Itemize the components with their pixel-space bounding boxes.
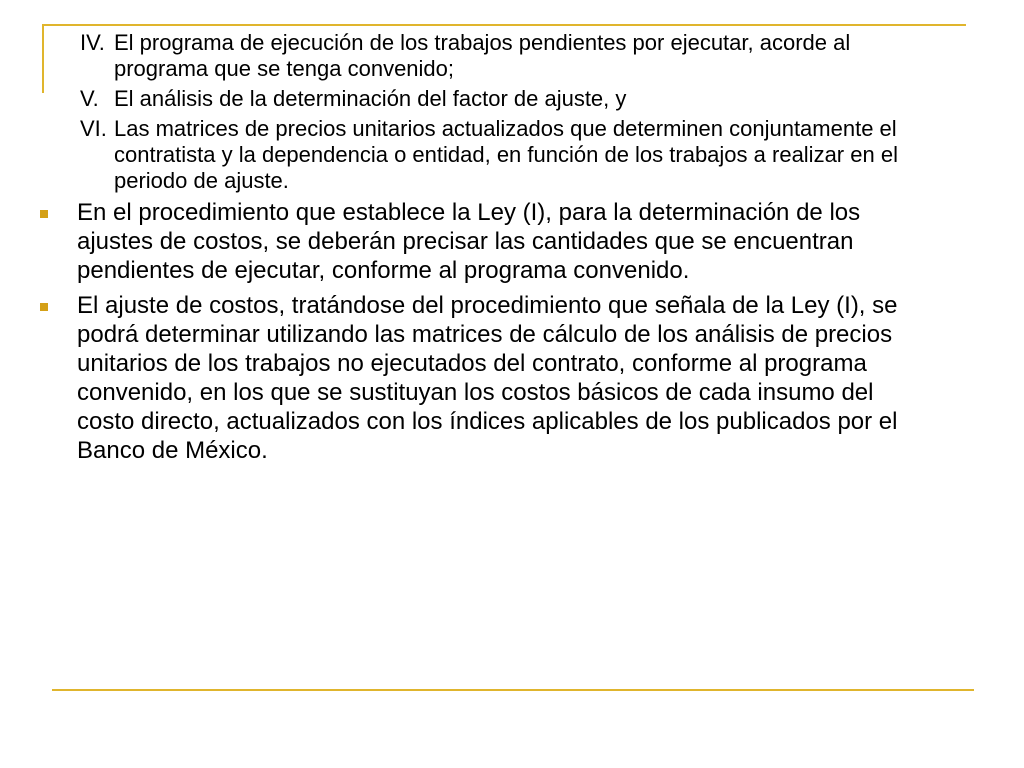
sub-list-number: V.: [80, 86, 99, 111]
top-accent-line: [42, 24, 966, 26]
bullet-text: En el procedimiento que establece la Ley (I), para la determinación de los ajustes de costos, se deberán precisar las cantidades que se encuentran pendientes de ejecutar, conforme al programa convenido.: [77, 199, 861, 284]
sub-list-item-iv: [40, 30, 940, 82]
square-bullet-icon: [40, 210, 48, 218]
bullet-item-procedimiento: [40, 198, 940, 285]
square-bullet-icon: [40, 303, 48, 311]
sub-list-number: VI.: [80, 116, 107, 141]
bullet-item-ajuste: [40, 291, 940, 465]
sub-list-item-vi: [40, 116, 940, 194]
sub-list-number: IV.: [80, 30, 105, 55]
sub-list-text: El programa de ejecución de los trabajos pendientes por ejecutar, acorde al programa que se tenga convenido;: [114, 30, 851, 81]
bullet-text: El ajuste de costos, tratándose del procedimiento que señala de la Ley (I), se podrá determinar utilizando las matrices de cálculo de los análisis de precios unitarios de los trabajos no ejecutados del contrato, conforme al programa convenido, en los que se sustituyan los costos básicos de cada insumo del costo directo, actualizados con los índices aplicables de los publicados por el Banco de México.: [77, 292, 898, 464]
bottom-accent-line: [52, 689, 974, 691]
sub-list-item-v: [40, 86, 940, 112]
sub-list-text: Las matrices de precios unitarios actualizados que determinen conjuntamente el contratista y la dependencia o entidad, en función de los trabajos a realizar en el periodo de ajuste.: [114, 116, 898, 193]
sub-list-text: El análisis de la determinación del factor de ajuste, y: [114, 86, 627, 111]
slide-body: [40, 30, 940, 471]
